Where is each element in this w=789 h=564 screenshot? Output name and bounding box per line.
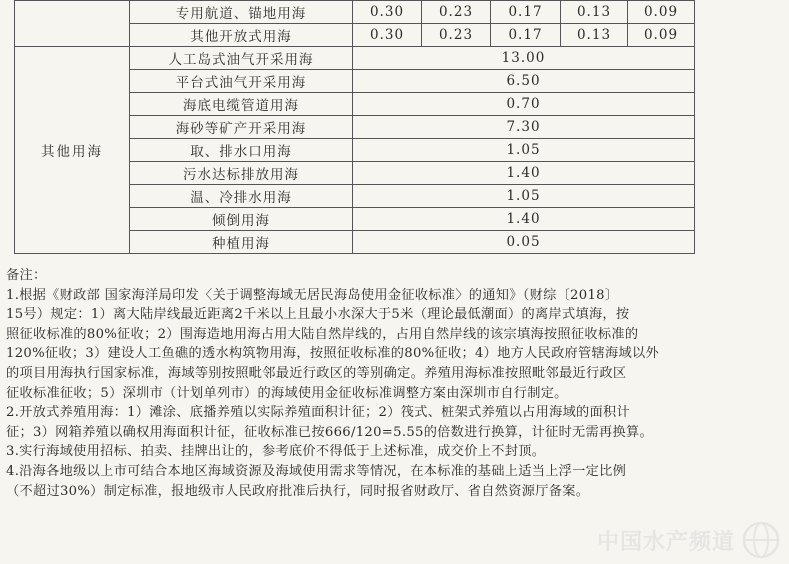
fee-cell: 0.70 [353, 93, 695, 116]
use-type-cell: 其他开放式用海 [130, 24, 353, 47]
use-type-cell: 海底电缆管道用海 [130, 93, 353, 116]
note-line: 征；3）网箱养殖以确权用海面积计征，征收标准已按666/120=5.55的倍数进行换算，计征时无需再换算。 [6, 424, 653, 440]
use-type-cell: 温、冷排水用海 [130, 185, 353, 208]
fee-cell: 0.13 [561, 24, 628, 47]
fee-cell: 6.50 [353, 70, 695, 93]
table-row [15, 1, 695, 24]
fee-cell: 0.05 [353, 231, 695, 254]
note-line: 的项目用海执行国家标准，海域等别按照毗邻最近行政区的等别确定。养殖用海标准按照毗邻最近行政区 [6, 365, 627, 381]
fee-cell: 0.17 [491, 1, 561, 24]
note-line: （不超过30%）制定标准，报地级市人民政府批准后执行，同时报省财政厅、省自然资源厅备案。 [6, 483, 590, 499]
note-line: 1.根据《财政部 国家海洋局印发〈关于调整海域无居民海岛使用金征收标准〉的通知》（财综〔2018〕 [6, 287, 619, 303]
watermark-text: 中国水产频道 [596, 529, 735, 555]
use-type-cell: 海砂等矿产开采用海 [130, 116, 353, 139]
note-line: 2.开放式养殖用海：1）滩涂、底播养殖以实际养殖面积计征；2）筏式、桩架式养殖以占用海域的面积计 [6, 405, 631, 421]
fee-cell: 0.09 [628, 1, 695, 24]
note-line: 120%征收；3）建设人工鱼礁的透水构筑物用海，按照征收标准的80%征收；4）地方人民政府管辖海域以外 [6, 346, 659, 362]
fee-cell: 13.00 [353, 47, 695, 70]
note-line: 15号）规定：1）离大陆岸线最近距离2千米以上且最小水深大于5米（理论最低潮面）的离岸式填海，按 [6, 307, 630, 323]
fee-cell: 0.30 [353, 1, 422, 24]
fee-cell: 0.30 [353, 24, 422, 47]
fee-cell: 1.40 [353, 162, 695, 185]
fee-cell: 0.17 [491, 24, 561, 47]
category-cell [15, 1, 130, 47]
use-type-cell: 平台式油气开采用海 [130, 70, 353, 93]
note-line: 征收标准征收；5）深圳市（计划单列市）的海域使用金征收标准调整方案由深圳市自行制定。 [6, 385, 568, 401]
sea-use-fee-table [14, 0, 695, 254]
table-row [15, 47, 695, 70]
note-line: 4.沿海各地级以上市可结合本地区海域资源及海域使用需求等情况，在本标准的基础上适当上浮一定比例 [6, 463, 627, 479]
watermark [597, 520, 781, 560]
notes-section [6, 266, 778, 501]
fee-cell: 1.40 [353, 208, 695, 231]
use-type-cell: 种植用海 [130, 231, 353, 254]
note-line: 照征收标准的80%征收；2）围海造地用海占用大陆自然岸线的，占用自然岸线的该宗填海按照征收标准的 [6, 326, 639, 342]
fee-cell: 0.13 [561, 1, 628, 24]
fee-cell: 1.05 [353, 139, 695, 162]
use-type-cell: 取、排水口用海 [130, 139, 353, 162]
use-type-cell: 污水达标排放用海 [130, 162, 353, 185]
use-type-cell: 专用航道、锚地用海 [130, 1, 353, 24]
category-cell-other-use: 其他用海 [15, 47, 130, 254]
use-type-cell: 人工岛式油气开采用海 [130, 47, 353, 70]
fee-cell: 7.30 [353, 116, 695, 139]
notes-title: 备注： [6, 268, 47, 283]
fee-cell: 0.23 [422, 1, 491, 24]
fee-cell: 0.09 [628, 24, 695, 47]
globe-icon [741, 520, 781, 560]
fee-cell: 0.23 [422, 24, 491, 47]
use-type-cell: 倾倒用海 [130, 208, 353, 231]
note-line: 3.实行海域使用招标、拍卖、挂牌出让的，参考底价不得低于上述标准，成交价上不封顶。 [6, 444, 546, 460]
fee-cell: 1.05 [353, 185, 695, 208]
